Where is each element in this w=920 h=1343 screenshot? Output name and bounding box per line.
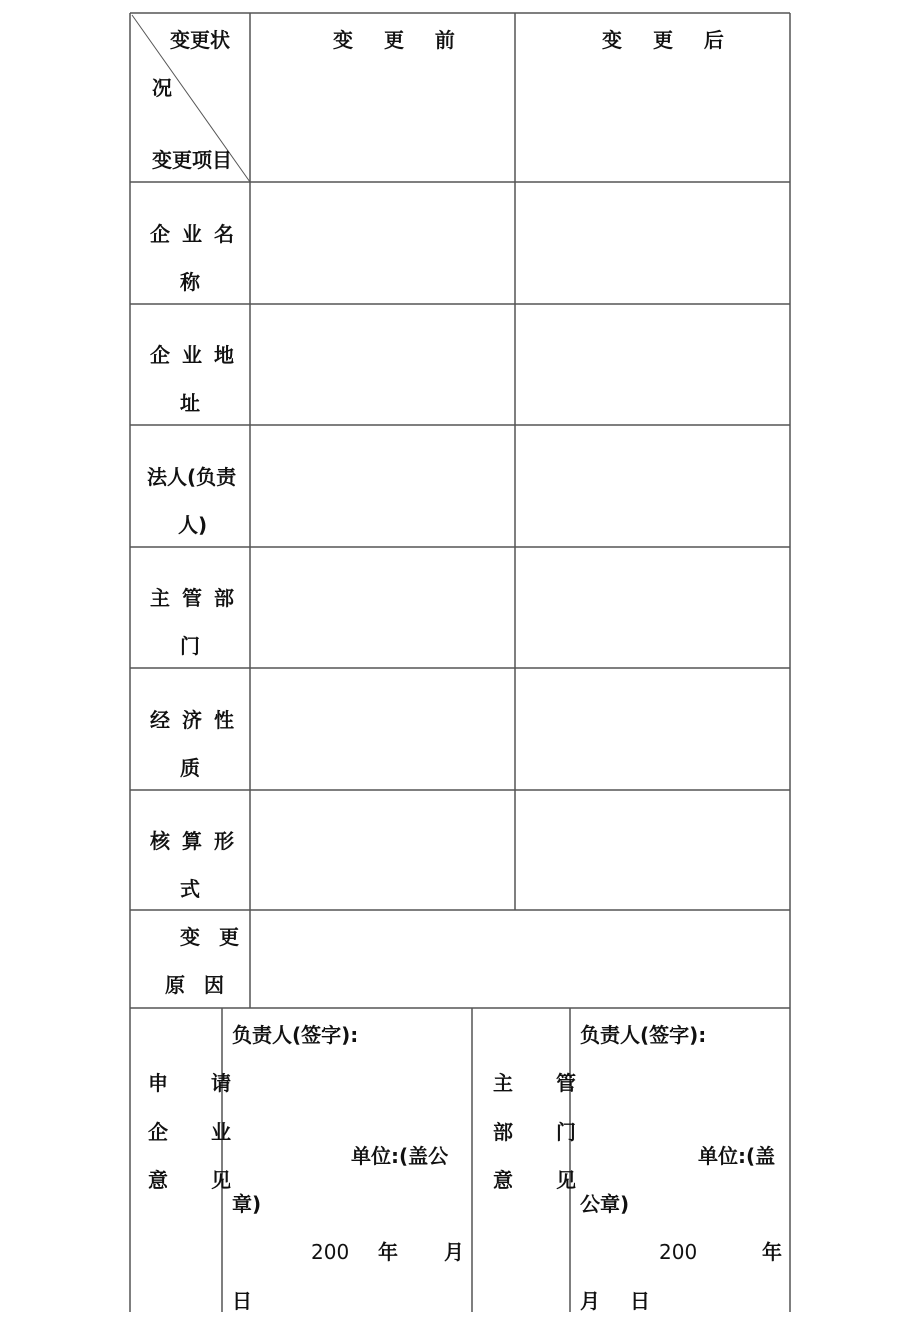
row-label-company-name-cont: 称 (180, 270, 200, 294)
row-label-legal-person-cont: 人) (178, 513, 208, 537)
applicant-label-line3: 意 见 (148, 1168, 249, 1192)
applicant-day-char: 日 (232, 1289, 252, 1313)
applicant-year: 200 (311, 1240, 350, 1264)
authority-year: 200 (659, 1240, 698, 1264)
authority-day-char: 日 (630, 1289, 650, 1313)
applicant-year-char: 年 (378, 1240, 398, 1264)
row-label-change-reason: 变 更 (180, 925, 245, 949)
row-label-accounting-form-cont: 式 (180, 877, 200, 901)
authority-unit-seal-cont: 公章) (580, 1192, 630, 1216)
applicant-unit-seal: 单位:(盖公 (351, 1144, 449, 1168)
authority-label-line1: 主 管 (493, 1071, 594, 1095)
applicant-month-char: 月 (444, 1240, 464, 1264)
row-label-company-address-cont: 址 (180, 391, 200, 415)
applicant-label-line2: 企 业 (148, 1120, 249, 1144)
row-label-economic-nature: 经济性 (150, 708, 246, 732)
row-label-company-name: 企业名 (150, 222, 246, 246)
authority-month-char: 月 (580, 1289, 600, 1313)
row-label-supervising-dept-cont: 门 (180, 634, 200, 658)
corner-label-change-status: 变更状 (170, 28, 230, 52)
header-after: 变 更 后 (602, 28, 736, 52)
row-label-change-reason-cont: 原 因 (165, 973, 230, 997)
authority-unit-seal: 单位:(盖 (698, 1144, 776, 1168)
header-before: 变 更 前 (333, 28, 467, 52)
row-label-supervising-dept: 主管部 (150, 586, 246, 610)
row-label-legal-person: 法人(负责 (147, 465, 237, 489)
applicant-unit-seal-cont: 章) (232, 1192, 262, 1216)
authority-year-char: 年 (762, 1240, 782, 1264)
corner-label-status-cont: 况 (152, 76, 172, 100)
applicant-signer: 负责人(签字): (232, 1023, 359, 1047)
row-label-economic-nature-cont: 质 (180, 756, 200, 780)
corner-label-change-item: 变更项目 (152, 148, 232, 172)
row-label-company-address: 企业地 (150, 343, 246, 367)
applicant-label-line1: 申 请 (148, 1071, 249, 1095)
authority-signer: 负责人(签字): (580, 1023, 707, 1047)
authority-label-line3: 意 见 (493, 1168, 594, 1192)
authority-label-line2: 部 门 (493, 1120, 594, 1144)
row-label-accounting-form: 核算形 (150, 829, 246, 853)
